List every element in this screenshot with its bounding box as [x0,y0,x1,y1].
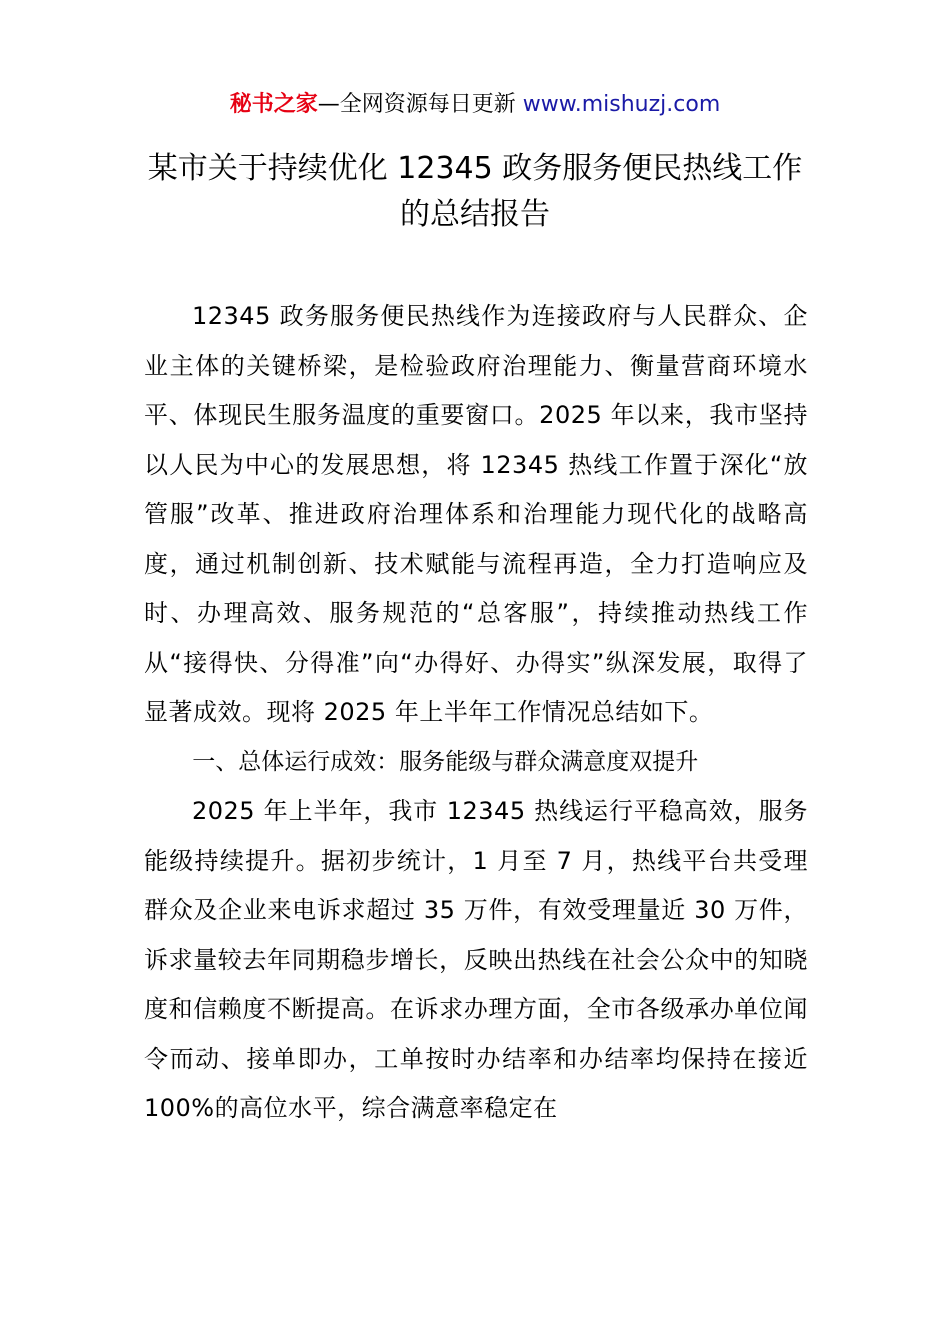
site-tagline: —全网资源每日更新 [317,92,523,117]
section-paragraph: 2025 年上半年，我市 12345 热线运行平稳高效，服务能级持续提升。据初步统计，1 月至 7 月，热线平台共受理群众及企业来电诉求超过 35 万件，有效受理量近 30 万件，诉求量较去年同期稳步增长，反映出热线在社会公众中的知晓度和信赖度不断提高。在诉求办理方面，全市各级承办单位闻令而动、接单即办，工单按时办结率和办结率均保持在接近 100%的高位水平，综合满意率稳定在 [144,797,808,1122]
site-header [0,88,950,122]
intro-paragraph: 12345 政务服务便民热线作为连接政府与人民群众、企业主体的关键桥梁，是检验政府治理能力、衡量营商环境水平、体现民生服务温度的重要窗口。2025 年以来，我市坚持以人民为中心的发展思想，将 12345 热线工作置于深化“放管服”改革、推进政府治理体系和治理能力现代化的战略高度，通过机制创新、技术赋能与流程再造，全力打造响应及时、办理高效、服务规范的“总客服”，持续推动热线工作从“接得快、分得准”向“办得好、办得实”纵深发展，取得了显著成效。现将 2025 年上半年工作情况总结如下。 [144,302,808,726]
brand-name: 秘书之家 [229,92,318,117]
section-heading: 一、总体运行成效：服务能级与群众满意度双提升 [192,748,699,775]
site-url-link[interactable]: www.mishuzj.com [522,92,721,117]
document-body [144,292,808,1134]
document-title: 某市关于持续优化 12345 政务服务便民热线工作的总结报告 [147,151,803,232]
